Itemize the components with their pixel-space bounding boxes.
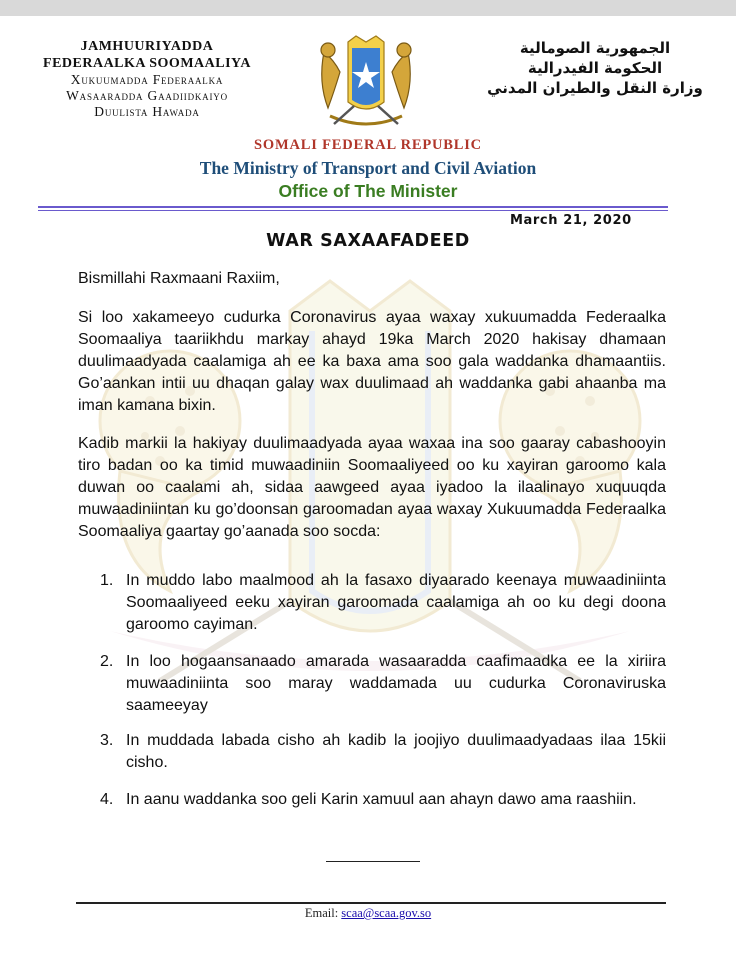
somalia-coat-of-arms-icon	[314, 32, 418, 132]
list-number: 4.	[100, 791, 114, 808]
letterhead-line: Xukuumadda Federaalka	[70, 72, 224, 87]
list-text: In muddada labada cisho ah kadib la joojiyo duulimaadyadaas ilaa 15kii cisho.	[126, 732, 666, 771]
footer-email-label: Email:	[304, 906, 339, 920]
list-text: In muddo labo maalmood ah la fasaxo diyaarado keenaya muwaadiniinta Soomaaliyeed eeku xayiran garoomada caalamiga ah oo ku degi doona garoomo cayiman.	[126, 572, 666, 633]
letterhead-line: FEDERAALKA SOOMAALIYA	[43, 56, 251, 71]
letterhead-line: JAMHUURIYADDA	[80, 39, 214, 54]
letterhead-left-somali	[22, 38, 272, 120]
header-divider	[38, 210, 668, 211]
footer	[0, 906, 736, 921]
list-item	[100, 789, 666, 811]
paragraph: Kadib markii la hakiyay duulimaadyada ayaa waxaa ina soo gaaray cabashooyin tiro badan oo ka timid muwaadiniin Soomaaliyeed oo ku xayiran garoomo kala duwan oo caalami ah, sidaa aawgeed ayaa iyadoo la ilaalinayo xuquuqda muwaadiniintan ku go’doonsan garoomadan ayaa waxay Xukuumadda Federaalka Soomaaliya gaartay go’aanada soo socda:	[78, 435, 666, 540]
republic-name: SOMALI FEDERAL REPUBLIC	[254, 137, 482, 153]
list-text: In loo hogaansanaado amarada wasaaradda caafimaadka ee la xiriira muwaadiniinta soo maray waddamada uu cudurka Coronaviruska saameeyay	[126, 653, 666, 714]
letterhead-arabic-line: الجمهورية الصومالية	[519, 39, 671, 57]
list-text: In aanu waddanka soo geli Karin xamuul aan ahayn dawo ama raashiin.	[126, 791, 637, 808]
letterhead-line: Duulista Hawada	[94, 104, 200, 119]
list-number: 2.	[100, 653, 114, 670]
list-number: 1.	[100, 572, 114, 589]
document-date: March 21, 2020	[510, 213, 632, 228]
greeting: Bismillahi Raxmaani Raxiim,	[78, 270, 280, 287]
list-item	[100, 651, 666, 717]
signature-line	[326, 861, 420, 862]
list-item	[100, 570, 666, 636]
header-divider	[38, 206, 668, 208]
document-title: WAR SAXAAFADEED	[266, 231, 470, 251]
footer-divider	[76, 902, 666, 904]
paragraph: Si loo xakameeyo cudurka Coronavirus ayaa waxay xukuumadda Federaalka Soomaaliya taariikhdu markay ahayd 19ka March 2020 hakisay dhamaan duulimaadyada caalamiga ah ee ka baxa ama soo gala waddanka dhamaantiis. Go’aankan intii uu dhaqan galay wax duulimaad ah waddanka gabi ahaanba ma iman kamana bixin.	[78, 309, 666, 414]
ministry-name: The Ministry of Transport and Civil Aviation	[199, 158, 537, 178]
office-name: Office of The Minister	[278, 181, 458, 201]
list-number: 3.	[100, 732, 114, 749]
letterhead-arabic-line: الحكومة الفيدرالية	[527, 59, 663, 77]
footer-email-link[interactable]: scaa@scaa.gov.so	[341, 906, 432, 920]
letterhead-arabic-line: وزارة النقل والطيران المدني	[487, 79, 703, 97]
letterhead-line: Wasaaradda Gaadiidkaiyo	[66, 88, 228, 103]
letterhead-right-arabic	[480, 38, 710, 98]
list-item	[100, 730, 666, 774]
press-release-page	[0, 16, 736, 960]
